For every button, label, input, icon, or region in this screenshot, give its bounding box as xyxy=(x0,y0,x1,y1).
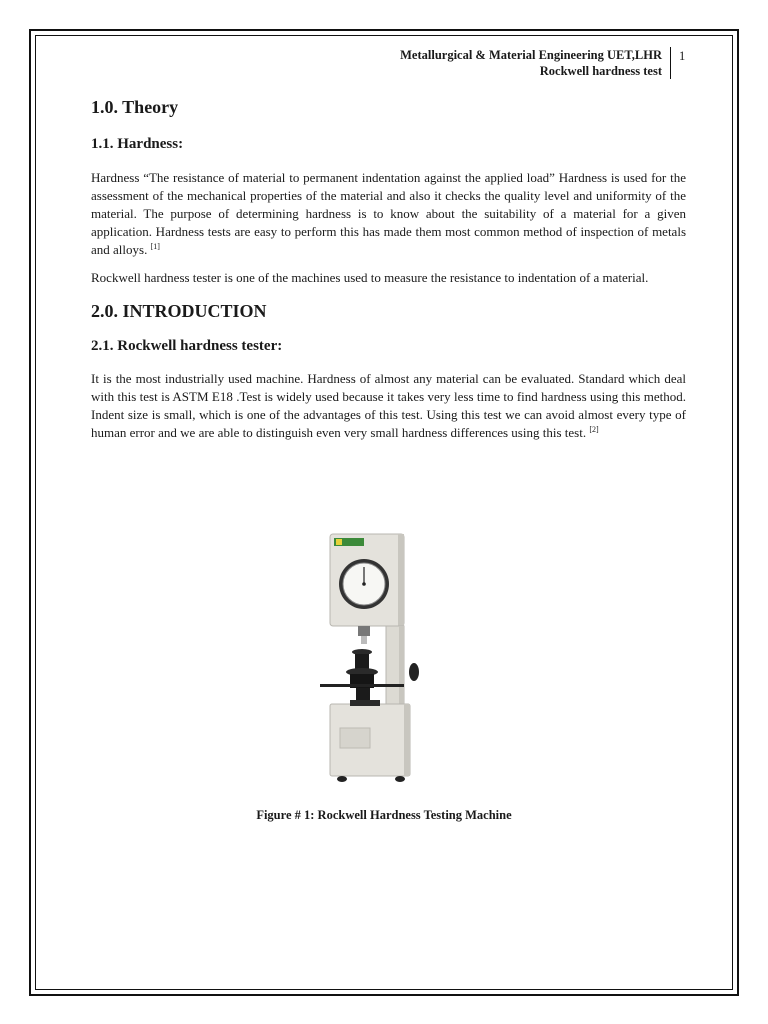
citation-2: [2] xyxy=(589,425,599,434)
rockwell-machine-illustration xyxy=(300,532,470,790)
subsection-heading-hardness: 1.1. Hardness: xyxy=(91,136,184,152)
figure-caption: Figure # 1: Rockwell Hardness Testing Machine xyxy=(256,808,512,822)
subsection-heading-rockwell-tester: 2.1. Rockwell hardness tester: xyxy=(91,338,283,354)
section-heading-theory: 1.0. Theory xyxy=(91,97,179,117)
header-line-1: Metallurgical & Material Engineering UET,LHR xyxy=(400,48,662,62)
header-line-2: Rockwell hardness test xyxy=(539,64,662,78)
paragraph-rockwell-tester: Rockwell hardness tester is one of the machines used to measure the resistance to indentation of a material. xyxy=(91,270,649,285)
section-heading-introduction: 2.0. INTRODUCTION xyxy=(91,301,267,321)
paragraph-hardness-definition: Hardness “The resistance of material to permanent indentation against the applied load” Hardness is used for the assessment of the mechanical properties of the material and also it checks the quality level and uniformity of the material. The purpose of determining hardness is to know about the suitability of a material for a given application. Hardness tests are easy to perform this has made them most common method of inspection of metals and alloys. [1] xyxy=(91,170,686,257)
running-header xyxy=(400,47,671,79)
paragraph-tester-description: It is the most industrially used machine. Hardness of almost any material can be evaluated. Standard which deal with this test is ASTM E18 .Test is widely used because it takes very less time to find hardness using this method. Indent size is small, which is one of the advantages of this test. Using this test we can avoid almost every type of human error and we are able to distinguish even very small hardness differences using this test. [2] xyxy=(91,371,686,440)
document-body xyxy=(91,95,686,442)
page-number: 1 xyxy=(679,49,686,63)
citation-1: [1] xyxy=(150,242,160,251)
figure-rockwell-machine xyxy=(300,532,470,790)
